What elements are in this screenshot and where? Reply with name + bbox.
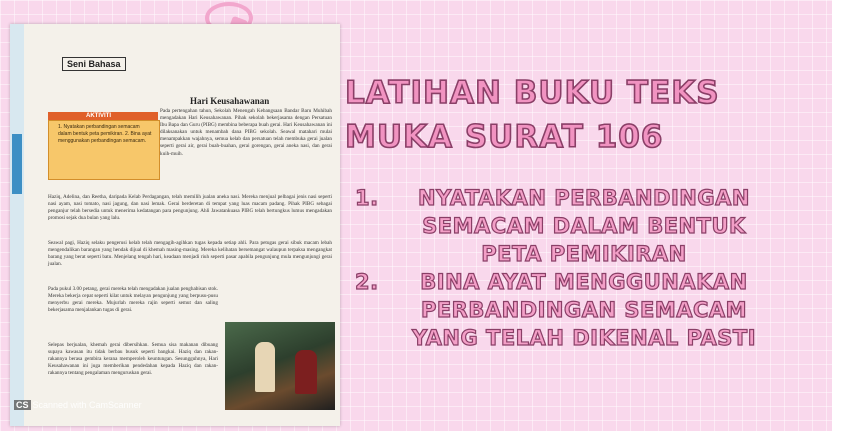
task-item-2 [355, 268, 775, 352]
textbook-page-image [10, 24, 340, 426]
person-figure [295, 350, 317, 394]
camscanner-text: Scanned with CamScanner [32, 400, 142, 410]
market-stall-photo [225, 322, 335, 410]
task-text: BINA AYAT MENGGUNAKAN PERBANDINGAN SEMACAM YANG TELAH DIKENAL PASTI [411, 270, 757, 350]
book-paragraph-1: Pada pertengahan tahun, Sekolah Menengah Kebangsaan Bandar Baru Muhibah mengadakan Hari Keusahawanan. Pihak sekolah bekerjasama dengan Persatuan Ibu Bapa dan Guru (PIBG) membina beberapa buah gerai. Hari Keusahawanan ini dilaksanakan untuk menambah dana PIBG sekolah. Seawal matahari mulai menampakkan wajahnya, semua kelab dan persatuan telah membuka gerai jualan seperti gerai air, gerai buah-buahan, gerai gorengan, gerai aneka nasi, dan gerai kuih-muih. [160, 108, 332, 157]
page-margin [832, 0, 862, 431]
task-text: NYATAKAN PERBANDINGAN SEMACAM DALAM BENTUK PETA PEMIKIRAN [418, 186, 750, 266]
book-paragraph-4: Pada pukul 3.00 petang, gerai mereka telah mengadakan jualan penghabisan stok. Mereka bekerja cepat seperti kilat untuk melayan pengunjung yang berpusu-pusu menyerbu gerai mereka. Mujurlah mereka rajin seperti semut dan saling bekerjasama menjalankan tugas di gerai. [48, 286, 218, 314]
task-number: 2. [355, 270, 379, 294]
task-number: 1. [355, 186, 379, 210]
book-paragraph-5: Selepas berjualan, khemah gerai dibersihkan. Semua sisa makanan dibuang supaya kawasan itu tidak berbau busuk seperti bangkai. Haziq dan rakan-rakannya berasa gembira kerana memperoleh keuntungan. Sesungguhnya, Hari Keusahawanan ini juga memberikan pendedahan kepada Haziq dan rakan-rakannya tentang pengalaman menguruskan gerai. [48, 342, 218, 377]
book-section-header: Seni Bahasa [62, 57, 126, 71]
camscanner-badge: CS [16, 400, 29, 410]
book-spine [10, 24, 24, 426]
book-paragraph-3: Seawal pagi, Haziq selaku pengerusi kelab telah mengagih-agihkan tugas kepada setiap ahli. Para petugas gerai sibuk macam lebah mengendalikan barangan yang hendak dijual di khemah masing-masing. Mereka kelihatan bersemangat walaupun terpaksa mengangkat barang yang berat seperti batu. Menjelang tengah hari, keadaan menjadi riuh seperti pasar apabila pengunjung mula mengunjungi gerai jualan. [48, 240, 332, 268]
activity-label: AKTIVITI [86, 113, 111, 119]
heading-line-1: LATIHAN BUKU TEKS [345, 75, 720, 111]
heading-line-2: MUKA SURAT 106 [345, 119, 664, 155]
activity-text: 1. Nyatakan perbandingan semacam dalam bentuk peta pemikiran. 2. Bina ayat menggunakan perbandingan semacam. [58, 124, 152, 144]
chapter-tab [12, 134, 22, 194]
person-figure [255, 342, 275, 392]
slide-heading [345, 71, 765, 159]
book-paragraph-2: Haziq, Adelina, dan Reetha, daripada Kelab Perdagangan, telah memilih jualan aneka nasi. Mereka menjual pelbagai jenis nasi seperti nasi ayam, nasi tomato, nasi jagung, dan nasi lemak. Gerai berderetan di tempat yang luas macam padang. Pihak PIBG sebagai penganjur telah bersedia untuk menerima kedatangan para pengunjung. Ahli Jawatankuasa PIBG telah bertungkus lumus mengadakan promosi sejak dua bulan yang lalu. [48, 194, 332, 222]
task-list [355, 184, 775, 352]
camscanner-watermark [14, 400, 142, 410]
task-item-1 [355, 184, 775, 268]
book-story-title: Hari Keusahawanan [190, 96, 270, 106]
